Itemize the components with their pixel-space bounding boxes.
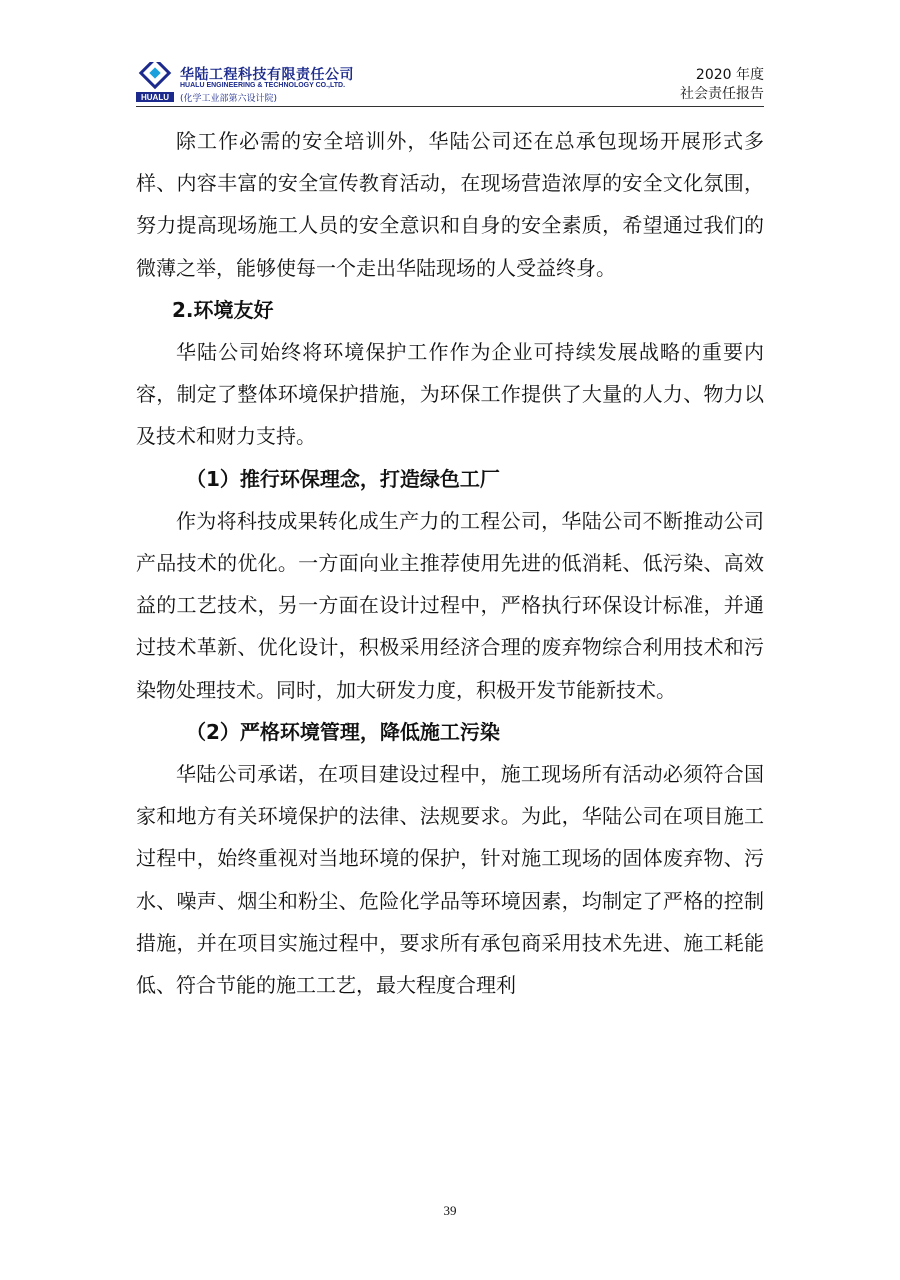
company-subtitle: (化学工业部第六设计院) [180, 94, 278, 104]
report-title: 社会责任报告 [680, 86, 764, 102]
page-number: 39 [443, 1203, 457, 1218]
report-year: 2020 年度 [695, 67, 764, 83]
logo-text: HUALU [141, 93, 169, 102]
company-name-en: HUALU ENGINEERING & TECHNOLOGY CO.,LTD. [180, 82, 346, 89]
paragraph-pollution-control: 华陆公司承诺，在项目建设过程中，施工现场所有活动必须符合国家和地方有关环境保护的法律、法规要求。为此，华陆公司在项目施工过程中，始终重视对当地环境的保护，针对施工现场的固体废弃物、污水、噪声、烟尘和粉尘、危险化学品等环境因素，均制定了严格的控制措施，并在项目实施过程中，要求所有承包商采用技术先进、施工耗能低、符合节能的施工工艺，最大程度合理利 [136, 762, 764, 998]
report-label [680, 66, 764, 104]
page-body [136, 120, 764, 1006]
section-heading-environment: 2.环境友好 [172, 297, 274, 322]
paragraph-safety-culture: 除工作必需的安全培训外，华陆公司还在总承包现场开展形式多样、内容丰富的安全宣传教育活动，在现场营造浓厚的安全文化氛围，努力提高现场施工人员的安全意识和自身的安全素质，希望通过我们的微薄之举，能够使每一个走出华陆现场的人受益终身。 [136, 129, 764, 280]
paragraph-green-factory: 作为将科技成果转化成生产力的工程公司，华陆公司不断推动公司产品技术的优化。一方面向业主推荐使用先进的低消耗、低污染、高效益的工艺技术，另一方面在设计过程中，严格执行环保设计标准，并通过技术革新、优化设计，积极采用经济合理的废弃物综合利用技术和污染物处理技术。同时，加大研发力度，积极开发节能新技术。 [136, 508, 764, 702]
subheading-pollution-control: （2）严格环境管理，降低施工污染 [186, 719, 500, 744]
subheading-green-factory: （1）推行环保理念，打造绿色工厂 [186, 466, 500, 491]
company-logo-icon [136, 62, 174, 102]
paragraph-environment-intro: 华陆公司始终将环境保护工作作为企业可持续发展战略的重要内容，制定了整体环境保护措施，为环保工作提供了大量的人力、物力以及技术和财力支持。 [136, 340, 764, 449]
company-name-cn: 华陆工程科技有限责任公司 [180, 67, 354, 83]
header-divider [136, 106, 764, 107]
page-header [136, 60, 764, 106]
